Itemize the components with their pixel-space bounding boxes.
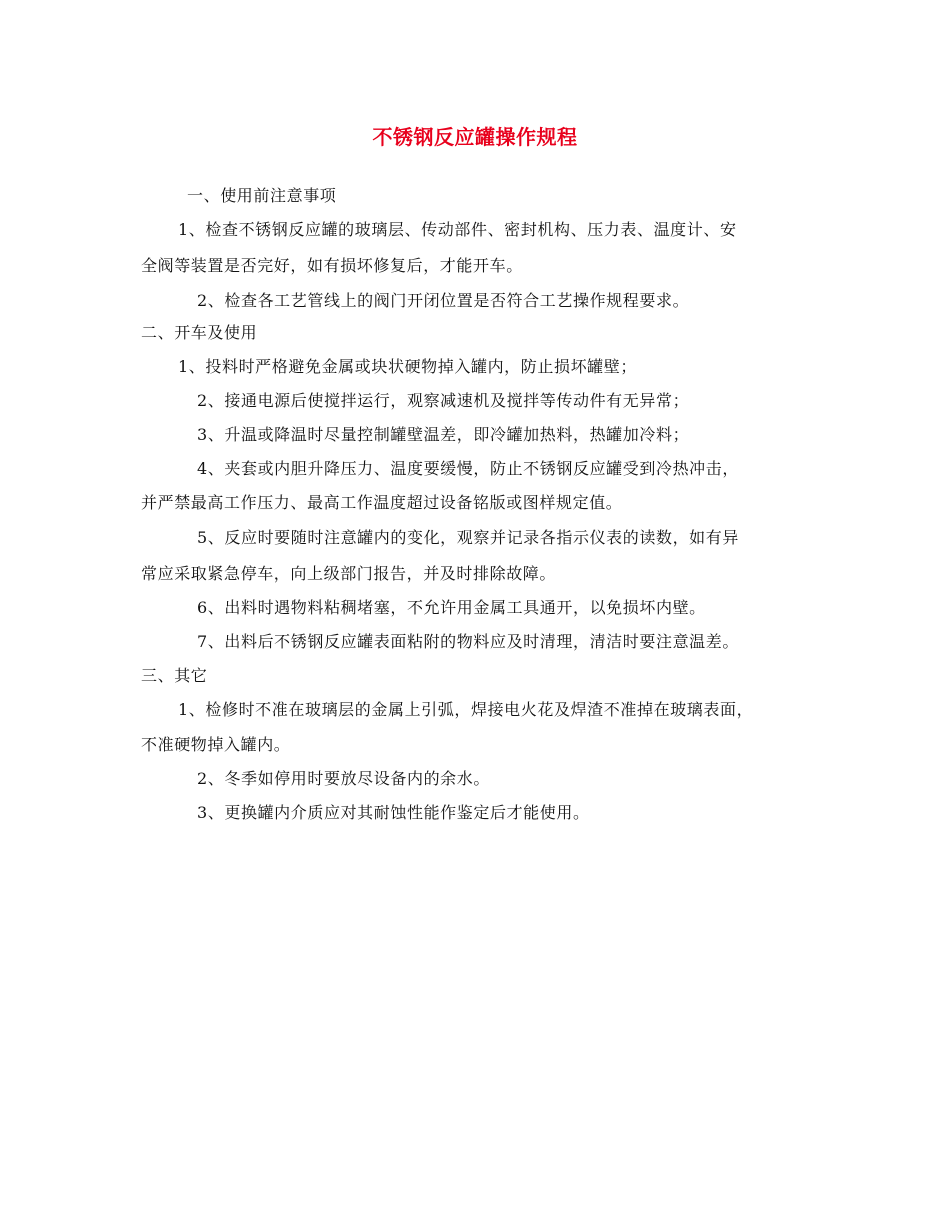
paragraph-line: 5、反应时要随时注意罐内的变化，观察并记录各指示仪表的读数，如有异 <box>197 528 739 547</box>
paragraph-line: 3、升温或降温时尽量控制罐壁温差，即冷罐加热料，热罐加冷料； <box>197 425 690 444</box>
paragraph-line: 7、出料后不锈钢反应罐表面粘附的物料应及时清理，清洁时要注意温差。 <box>197 632 739 651</box>
section-heading-2: 二、开车及使用 <box>141 323 258 342</box>
paragraph-line: 2、接通电源后使搅拌运行，观察减速机及搅拌等传动件有无异常； <box>197 391 690 410</box>
paragraph-line: 2、检查各工艺管线上的阀门开闭位置是否符合工艺操作规程要求。 <box>197 291 690 310</box>
section-heading-1: 一、使用前注意事项 <box>187 186 337 205</box>
paragraph-line: 不准硬物掉入罐内。 <box>141 735 291 754</box>
section-heading-3: 三、其它 <box>141 666 208 685</box>
paragraph-line: 1、检修时不准在玻璃层的金属上引弧，焊接电火花及焊渣不准掉在玻璃表面， <box>178 700 754 719</box>
paragraph-line: 全阀等装置是否完好，如有损坏修复后，才能开车。 <box>141 256 523 275</box>
paragraph-line: 并严禁最高工作压力、最高工作温度超过设备铭版或图样规定值。 <box>141 493 623 512</box>
paragraph-line: 1、投料时严格避免金属或块状硬物掉入罐内，防止损坏罐壁； <box>178 357 637 376</box>
paragraph-line: 常应采取紧急停车，向上级部门报告，并及时排除故障。 <box>141 564 557 583</box>
paragraph-line: 2、冬季如停用时要放尽设备内的余水。 <box>197 769 490 788</box>
document-title: 不锈钢反应罐操作规程 <box>372 125 578 149</box>
paragraph-line: 1、检查不锈钢反应罐的玻璃层、传动部件、密封机构、压力表、温度计、安 <box>178 220 737 239</box>
paragraph-line: 6、出料时遇物料粘稠堵塞，不允许用金属工具通开，以免损坏内壁。 <box>197 598 706 617</box>
paragraph-line: 4、夹套或内胆升降压力、温度要缓慢，防止不锈钢反应罐受到冷热冲击， <box>197 459 739 478</box>
paragraph-line: 3、更换罐内介质应对其耐蚀性能作鉴定后才能使用。 <box>197 803 590 822</box>
